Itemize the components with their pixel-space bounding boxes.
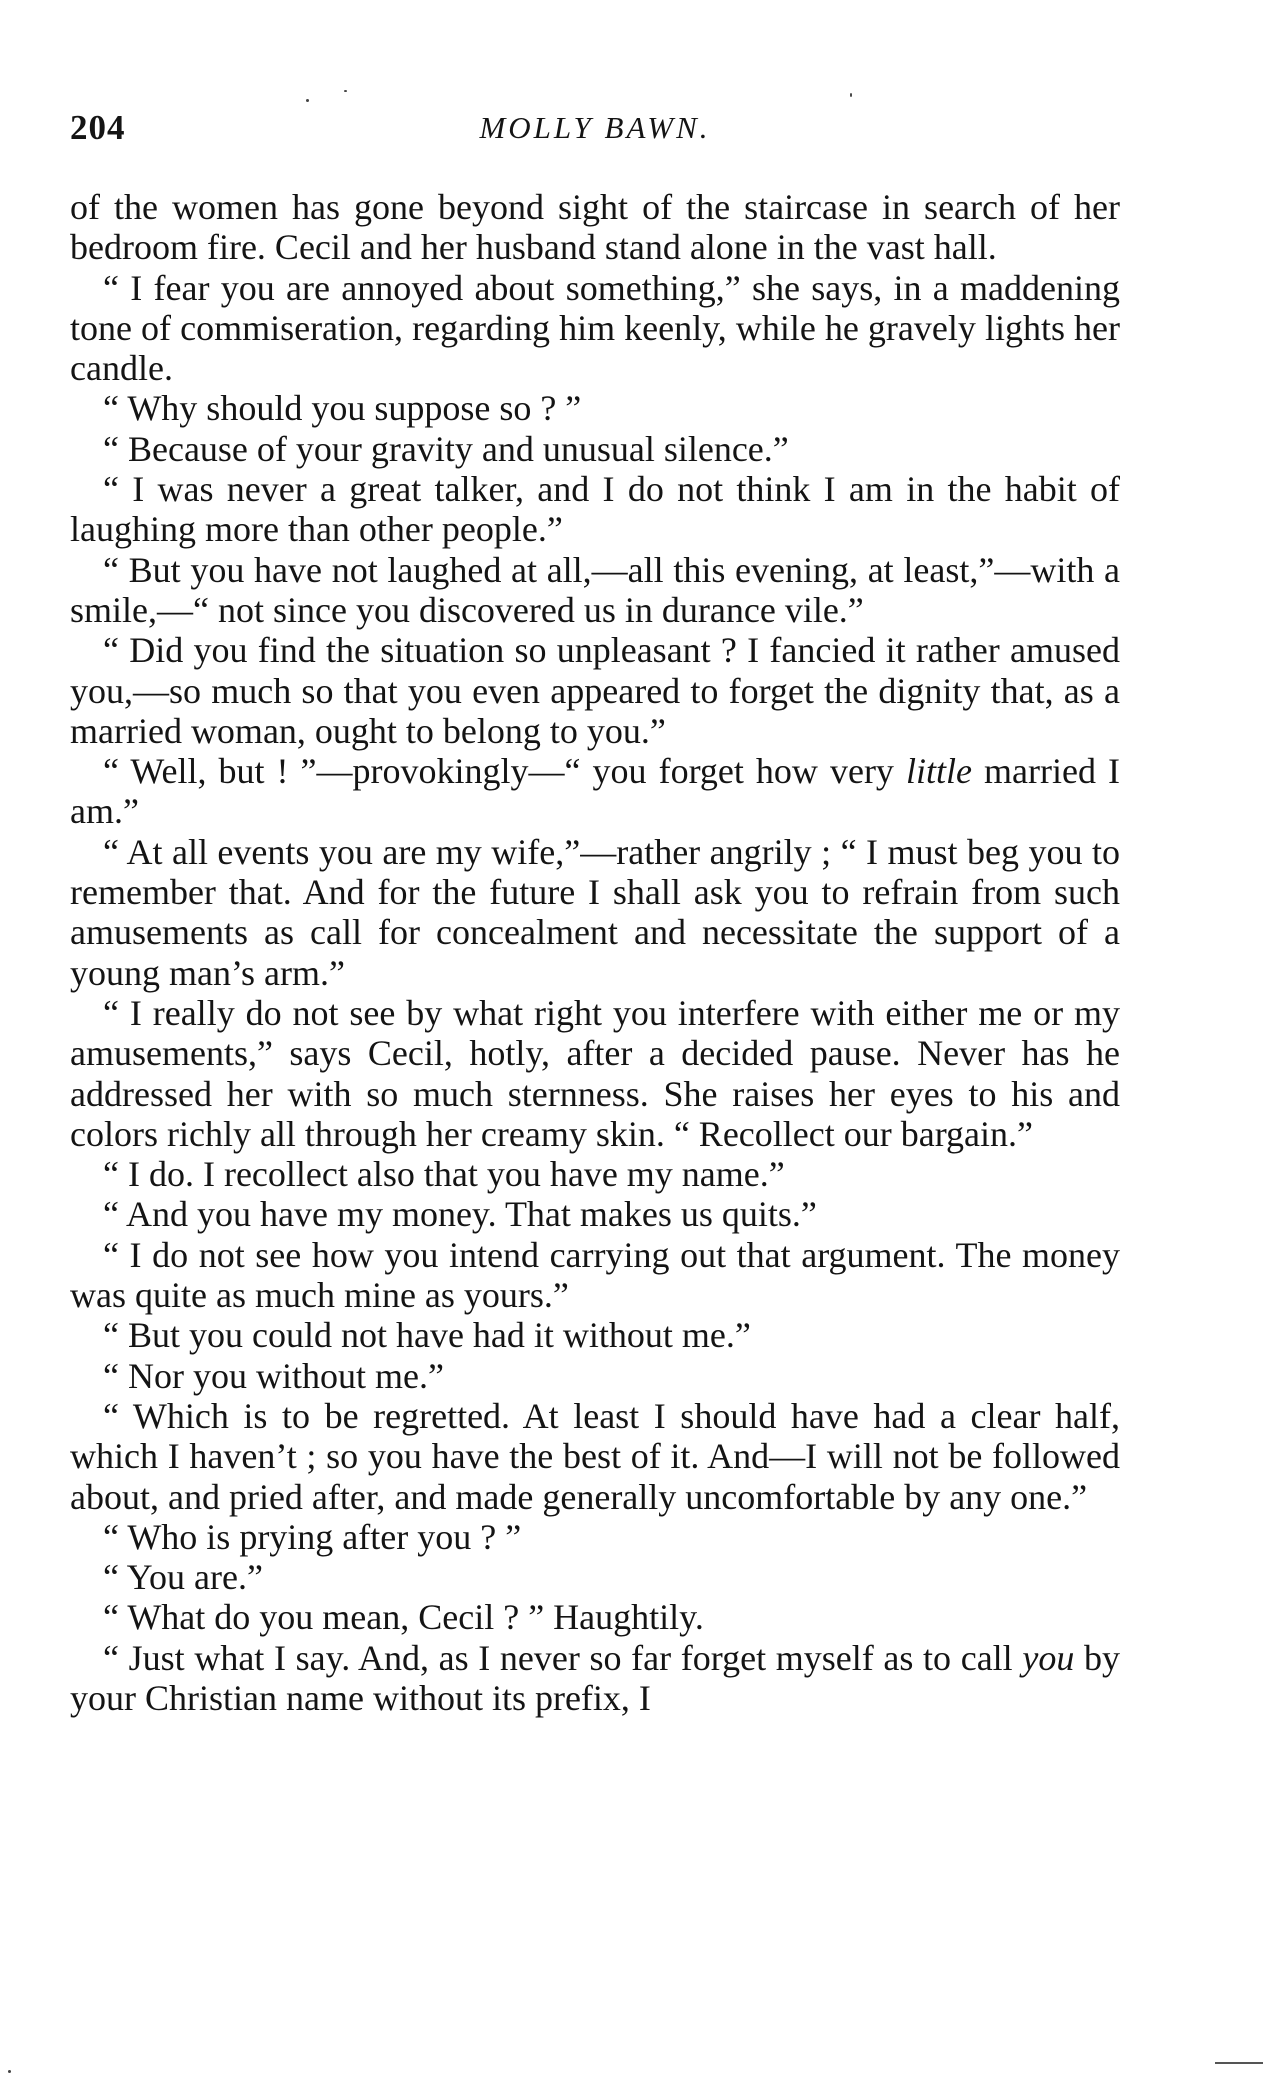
paragraph: “ Nor you without me.” xyxy=(103,1355,444,1396)
scan-speck xyxy=(344,90,347,92)
paragraph: of the women has gone beyond sight of the staircase in search of her bedroom fire. Cecil and her husband stand alone in the vast hall. xyxy=(70,187,1120,268)
paragraph: “ You are.” xyxy=(103,1557,263,1598)
paragraph: “ But you could not have had it without me.” xyxy=(103,1315,751,1356)
paragraph: “ Who is prying after you ? ” xyxy=(103,1516,522,1557)
paragraph: “ I fear you are annoyed about something,” she says, in a maddening tone of commiseration, regarding him keenly, while he gravely lights her candle. xyxy=(70,267,1120,389)
paragraph: “ But you have not laughed at all,—all this evening, at least,”—with a smile,—“ not since you discovered us in durance vile.” xyxy=(70,549,1120,630)
paragraph-text: married I am.” xyxy=(70,751,1120,832)
paragraph: “ I really do not see by what right you interfere with either me or my amusements,” says Cecil, hotly, after a decided pause. Never has he addressed her with so much sternness. She raises her eyes to his and colors richly all through her creamy skin. “ Recollect our bargain.” xyxy=(70,992,1120,1154)
paragraph: “ And you have my money. That makes us quits.” xyxy=(103,1194,817,1235)
scan-speck xyxy=(850,93,852,97)
paragraph-text: by your Christian name without its prefix, I xyxy=(70,1637,1120,1718)
italic-emphasis: little xyxy=(905,751,972,792)
page-header xyxy=(70,108,1120,158)
paragraph: “ Why should you suppose so ? ” xyxy=(103,388,582,429)
paragraph: “ Did you find the situation so unpleasant ? I fancied it rather amused you,—so much so that you even appeared to forget the dignity that, as a married woman, ought to belong to you.” xyxy=(70,630,1120,751)
edge-mark xyxy=(1215,2062,1263,2064)
paragraph: “ I do not see how you intend carrying out that argument. The money was quite as much mine as yours.” xyxy=(70,1234,1120,1316)
scan-speck xyxy=(8,2070,11,2073)
paragraph: “ I do. I recollect also that you have my name.” xyxy=(103,1154,785,1195)
paragraph: “ At all events you are my wife,”—rather angrily ; “ I must beg you to remember that. And for the future I shall ask you to refrain from such amusements as call for concealment and necessitate the support of a young man’s arm.” xyxy=(70,831,1120,993)
page-number: 204 xyxy=(70,108,126,147)
italic-emphasis: you xyxy=(1022,1637,1075,1678)
body-text xyxy=(70,187,1120,1718)
paragraph xyxy=(70,751,1120,832)
paragraph-text: “ Well, but ! ”—provokingly—“ you forget how very xyxy=(103,751,906,792)
running-title: MOLLY BAWN. xyxy=(479,110,711,145)
paragraph xyxy=(70,1638,1120,1719)
paragraph: “ Which is to be regretted. At least I should have had a clear half, which I haven’t ; so you have the best of it. And—I will not be followed about, and pried after, and made generally uncomfortable by any one.” xyxy=(70,1395,1120,1517)
paragraph: “ I was never a great talker, and I do not think I am in the habit of laughing more than other people.” xyxy=(70,469,1120,550)
scan-speck xyxy=(306,99,309,102)
paragraph-text: “ Just what I say. And, as I never so far forget myself as to call xyxy=(103,1637,1023,1678)
paragraph: “ Because of your gravity and unusual silence.” xyxy=(103,428,789,469)
paragraph: “ What do you mean, Cecil ? ” Haughtily. xyxy=(103,1597,704,1638)
